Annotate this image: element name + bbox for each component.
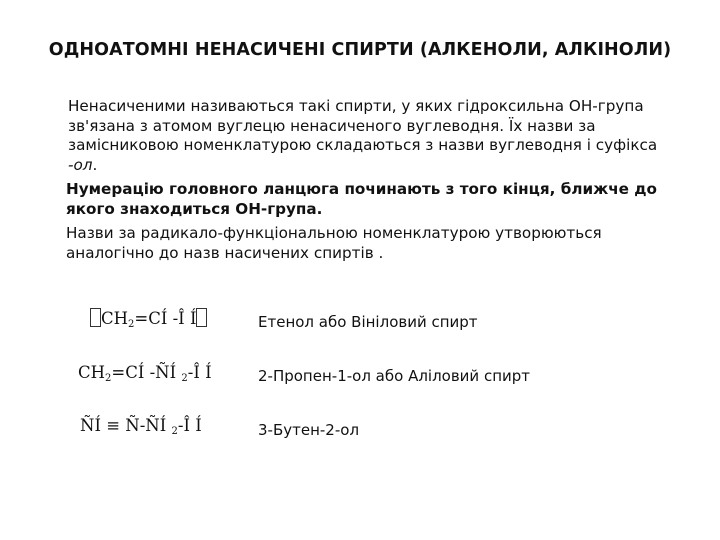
formula-part: =CÍ -ÑÍ: [111, 363, 182, 382]
compound-name-propenol: 2-Пропен-1-ол або Аліловий спирт: [258, 367, 531, 385]
formula-propenol: [78, 363, 212, 384]
formula-subscript: 2: [171, 426, 178, 437]
radical-naming-paragraph: Назви за радикало-функціональною номенклатурою утворюються аналогічно до назв насичених спиртів .: [66, 224, 602, 262]
formula-subscript: 2: [181, 373, 188, 384]
formula-subscript: 2: [128, 319, 135, 330]
compound-name-butenol: 3-Бутен-2-ол: [258, 421, 360, 439]
formula-part: -Î Í: [187, 363, 212, 382]
formula-part: CH: [101, 309, 129, 328]
numbering-rule-paragraph: Нумерацію головного ланцюга починають з того кінця, ближче до якого знаходиться ОН-група.: [66, 180, 657, 218]
formula-ethenol: [90, 308, 207, 330]
box-glyph-left: [90, 308, 101, 327]
formula-subscript: 2: [105, 373, 112, 384]
body-text: [66, 97, 686, 268]
compound-name-ethenol: Етенол або Вініловий спирт: [258, 313, 478, 331]
formula-butenol: [80, 416, 202, 437]
formula-part: ÑÍ: [80, 416, 107, 435]
definition-text: Ненасиченими називаються такі спирти, у яких гідроксильна ОН-група зв'язана з атомом вуглецю ненасиченого вуглеводня. Їх назви за замісниковою номенклатурою складаються з назви вуглеводня і суфікса: [68, 97, 658, 154]
formula-part: Ñ-ÑÍ: [120, 416, 172, 435]
box-glyph-right: [196, 308, 207, 327]
definition-paragraph: [66, 97, 686, 175]
definition-end: .: [92, 155, 98, 174]
slide-title: ОДНОАТОМНІ НЕНАСИЧЕНІ СПИРТИ (АЛКЕНОЛИ, АЛКІНОЛИ): [48, 40, 672, 60]
formula-part: =CÍ -Î Í: [134, 309, 197, 328]
suffix-text: -ол: [68, 155, 93, 174]
formula-part: -Î Í: [177, 416, 202, 435]
formula-part: CH: [78, 363, 106, 382]
triple-bond-symbol: ≡: [106, 416, 121, 435]
